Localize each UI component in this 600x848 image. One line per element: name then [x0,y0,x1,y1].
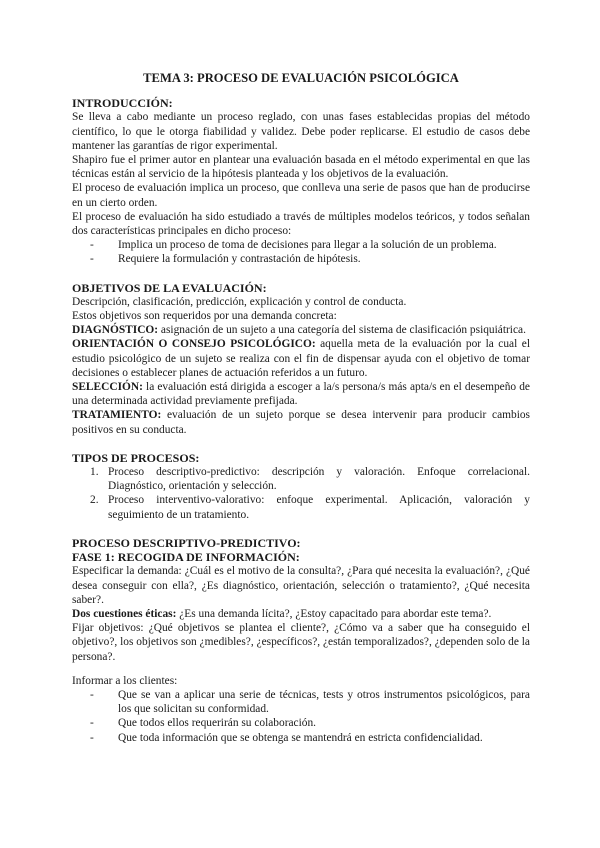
objetivo-term: ORIENTACIÓN O CONSEJO PSICOLÓGICO: [72,338,316,351]
objetivo-text: la evaluación está dirigida a escoger a la/s persona/s más apta/s en el desempeño de una determinada actividad previamente prefijada. [72,381,530,408]
objetivo-text: evaluación de un sujeto porque se desea intervenir para producir cambios positivos en su conducta. [72,409,530,436]
objetivos-line-2: Estos objetivos son requeridos por una demanda concreta: [72,310,337,323]
list-item: - Que toda información que se obtenga se mantendrá en estricta confidencialidad. [90,731,530,745]
objetivo-text: asignación de un sujeto a una categoría del sistema de clasificación psiquiátrica. [158,324,526,337]
proceso-section [72,536,530,745]
list-number: 2. [90,494,99,507]
intro-paragraph-4: El proceso de evaluación ha sido estudiado a través de múltiples modelos teóricos, y todos señalan dos características principales en dicho proceso: [72,210,530,238]
fijar-objetivos: Fijar objetivos: ¿Qué objetivos se plantea el cliente?, ¿Cómo va a saber que ha conseguido el objetivo?, los objetivos son ¿medibles?, ¿específicos?, ¿están temporalizados?, ¿dependen solo de la persona?. [72,622,530,663]
fase-heading: FASE 1: RECOGIDA DE INFORMACIÓN: [72,550,300,565]
cuestiones-eticas [72,607,530,621]
intro-paragraph-3: El proceso de evaluación implica un proceso, que conlleva una serie de pasos que han de producirse en un cierto orden. [72,182,530,209]
informar-bullet-list [72,688,530,745]
tipos-heading: TIPOS DE PROCESOS: [72,450,200,465]
objetivo-term: TRATAMIENTO: [72,409,162,422]
objetivo-diagnostico [72,323,530,337]
objetivos-line-1: Descripción, clasificación, predicción, explicación y control de conducta. [72,295,407,308]
tipos-section [72,451,530,522]
list-item [90,465,530,493]
objetivos-section [72,281,530,437]
objetivo-orientacion [72,337,530,380]
list-item: - Implica un proceso de toma de decisiones para llegar a la solución de un problema. [90,238,530,252]
tipos-numbered-list [72,465,530,522]
intro-paragraph-1: Se lleva a cabo mediante un proceso reglado, con unas fases establecidas propias del método científico, lo que le otorga fiabilidad y validez. Debe poder replicarse. El estudio de casos debe mantener las garantías de rigor experimental. [72,111,530,152]
list-number: 1. [90,466,99,479]
objetivo-text: aquella meta de la evaluación por la cual el estudio psicológico de un sujeto se realiza con el fin de dispensar ayuda con el objetivo de tomar decisiones o establecer planes de actuación referidos a un futuro. [72,338,530,379]
list-item: - Que se van a aplicar una serie de técnicas, tests y otros instrumentos psicológicos, para los que solicitan su conformidad. [90,688,530,716]
informar-clientes: Informar a los clientes: [72,674,178,687]
objetivo-seleccion [72,380,530,408]
eticas-term: Dos cuestiones éticas: [72,607,177,620]
objetivos-heading: OBJETIVOS DE LA EVALUACIÓN: [72,280,267,295]
objetivo-term: SELECCIÓN: [72,381,143,394]
especificar-demanda: Especificar la demanda: ¿Cuál es el motivo de la consulta?, ¿Para qué necesita la evaluación?, ¿Qué desea conseguir con ella?, ¿Es diagnóstico, orientación, selección o tratamiento?, ¿Qué necesita saber?. [72,565,530,606]
intro-bullet-list [72,238,530,266]
eticas-text: ¿Es una demanda lícita?, ¿Estoy capacitado para abordar este tema?. [176,607,492,620]
list-item: - Requiere la formulación y contrastación de hipótesis. [90,252,530,266]
intro-heading: INTRODUCCIÓN: [72,96,173,111]
list-item [90,493,530,521]
intro-section [72,96,530,266]
list-text: Proceso descriptivo-predictivo: descripción y valoración. Enfoque correlacional. Diagnóstico, orientación y selección. [108,466,530,493]
intro-paragraph-2: Shapiro fue el primer autor en plantear una evaluación basada en el método experimental en que las técnicas están al servicio de la hipótesis planteada y los objetivos de la evaluación. [72,154,530,181]
objetivo-term: DIAGNÓSTICO: [72,324,159,337]
objetivo-tratamiento [72,408,530,436]
list-item: - Que todos ellos requerirán su colaboración. [90,716,530,730]
list-text: Proceso interventivo-valorativo: enfoque experimental. Aplicación, valoración y seguimiento de un tratamiento. [108,494,530,521]
proceso-heading: PROCESO DESCRIPTIVO-PREDICTIVO: [72,535,301,550]
document-title: TEMA 3: PROCESO DE EVALUACIÓN PSICOLÓGICA [143,71,459,85]
